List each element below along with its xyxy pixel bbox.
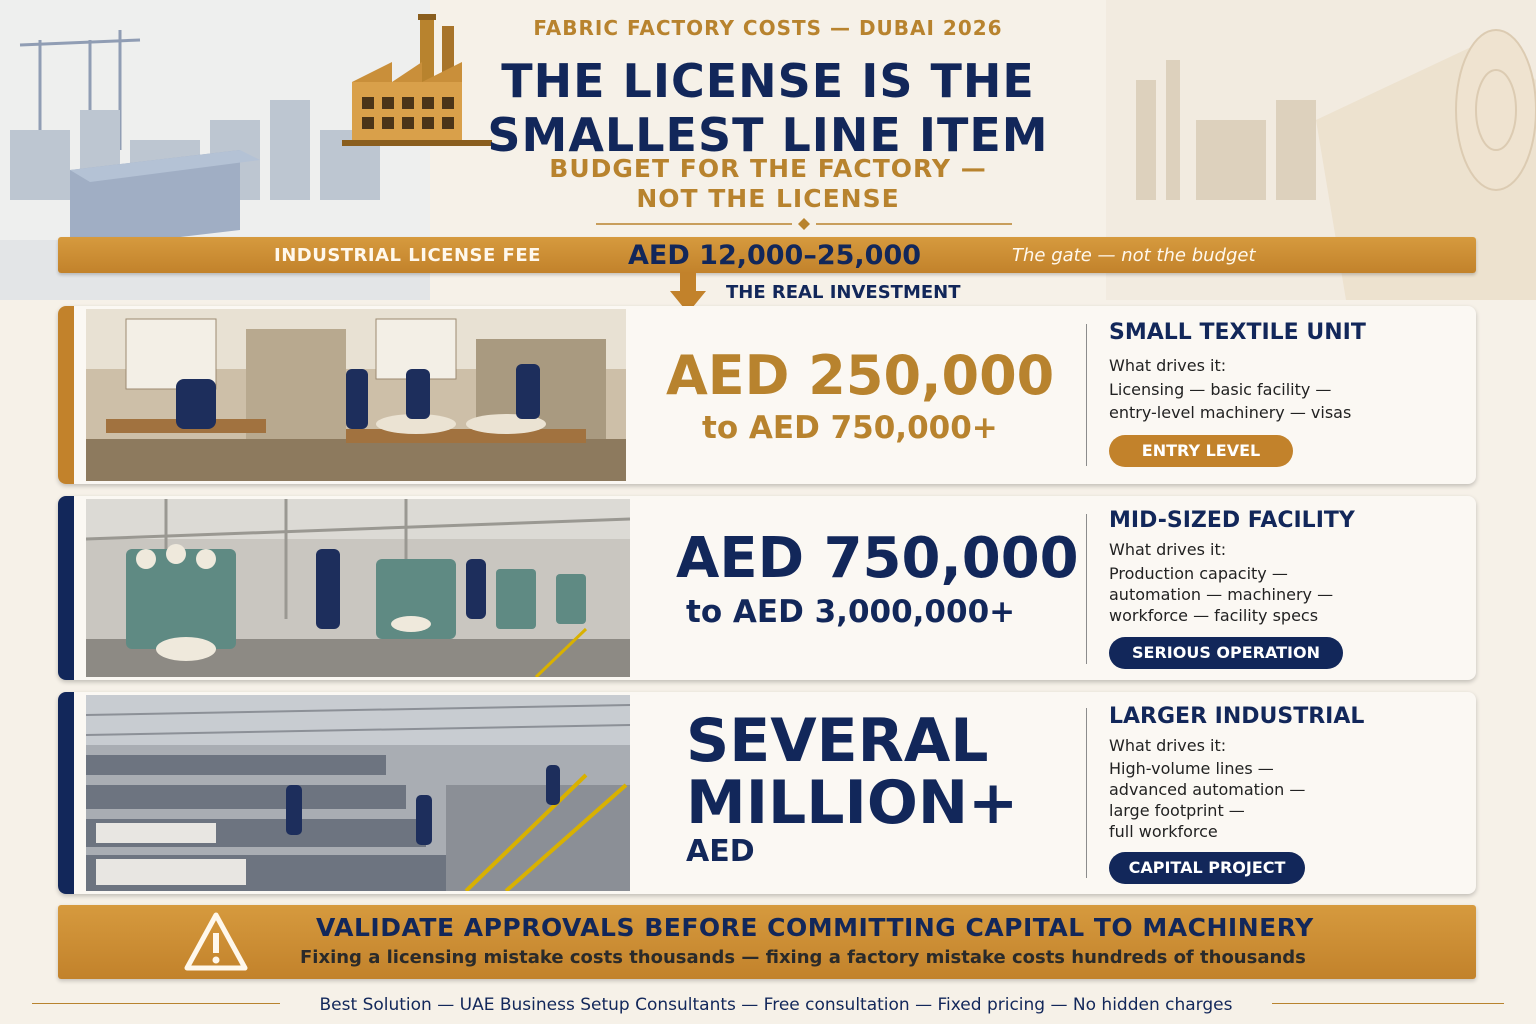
tier-badge: CAPITAL PROJECT [1109, 852, 1305, 884]
warning-banner [58, 905, 1476, 979]
tier-price-main: AED 250,000 [666, 344, 1055, 407]
tier-card-large [58, 692, 1476, 894]
tier-price-main-2: MILLION+ [686, 768, 1019, 838]
tier-title: MID-SIZED FACILITY [1109, 508, 1355, 533]
license-fee-bar [58, 237, 1476, 273]
tier-card-mid [58, 496, 1476, 680]
headline [0, 54, 1536, 162]
warning-subtitle: Fixing a licensing mistake costs thousands — fixing a factory mistake costs hundreds of thousands [300, 947, 1306, 968]
license-fee-label: INDUSTRIAL LICENSE FEE [274, 245, 541, 266]
tier-driver-line: High-volume lines — [1109, 759, 1274, 778]
tier-price-main: SEVERAL [686, 706, 989, 776]
tier-driver-line: large footprint — [1109, 801, 1245, 820]
subhead-line-1: BUDGET FOR THE FACTORY — [549, 154, 987, 183]
tier-divider [1086, 514, 1087, 664]
tier-driver-line: Production capacity — [1109, 564, 1288, 583]
tier-title: SMALL TEXTILE UNIT [1109, 320, 1366, 345]
tier-drives-label: What drives it: [1109, 736, 1227, 755]
tier-badge: SERIOUS OPERATION [1109, 637, 1343, 669]
subheadline [0, 154, 1536, 214]
tier-price-range: to AED 3,000,000+ [686, 594, 1016, 630]
tier-accent-stripe [58, 306, 74, 484]
tier-card-small [58, 306, 1476, 484]
tier-driver-line: full workforce [1109, 822, 1218, 841]
tier-driver-line: automation — machinery — [1109, 585, 1334, 604]
tier-driver-line: workforce — facility specs [1109, 606, 1319, 625]
headline-line-1: THE LICENSE IS THE [501, 54, 1035, 108]
tier-driver-line: advanced automation — [1109, 780, 1306, 799]
mid-facility-photo [86, 499, 630, 677]
real-investment-label: THE REAL INVESTMENT [726, 282, 961, 303]
divider-ornament [596, 218, 1012, 230]
warning-title: VALIDATE APPROVALS BEFORE COMMITTING CAPITAL TO MACHINERY [316, 913, 1314, 942]
tier-divider [1086, 708, 1087, 878]
tier-title: LARGER INDUSTRIAL [1109, 704, 1365, 729]
tier-driver-line: entry-level machinery — visas [1109, 403, 1352, 422]
tier-accent-stripe [58, 692, 74, 894]
tier-divider [1086, 324, 1087, 466]
tier-driver-line: Licensing — basic facility — [1109, 380, 1332, 399]
tier-price-main: AED 750,000 [676, 526, 1079, 591]
eyebrow-title: FABRIC FACTORY COSTS — DUBAI 2026 [533, 16, 1003, 40]
tier-drives-label: What drives it: [1109, 540, 1227, 559]
subhead-line-2: NOT THE LICENSE [636, 184, 900, 213]
license-fee-note: The gate — not the budget [1012, 245, 1256, 266]
large-industrial-photo [86, 695, 630, 891]
license-fee-value: AED 12,000–25,000 [628, 240, 922, 271]
tier-price-range: to AED 750,000+ [702, 410, 998, 446]
tier-price-unit: AED [686, 834, 755, 869]
tier-drives-label: What drives it: [1109, 356, 1227, 375]
headline-line-2: SMALLEST LINE ITEM [487, 108, 1049, 162]
warning-triangle-icon [184, 911, 248, 973]
tier-accent-stripe [58, 496, 74, 680]
footer-text: Best Solution — UAE Business Setup Consultants — Free consultation — Fixed pricing — No hidden charges [280, 993, 1272, 1017]
small-workshop-photo [86, 309, 626, 481]
tier-badge: ENTRY LEVEL [1109, 435, 1293, 467]
